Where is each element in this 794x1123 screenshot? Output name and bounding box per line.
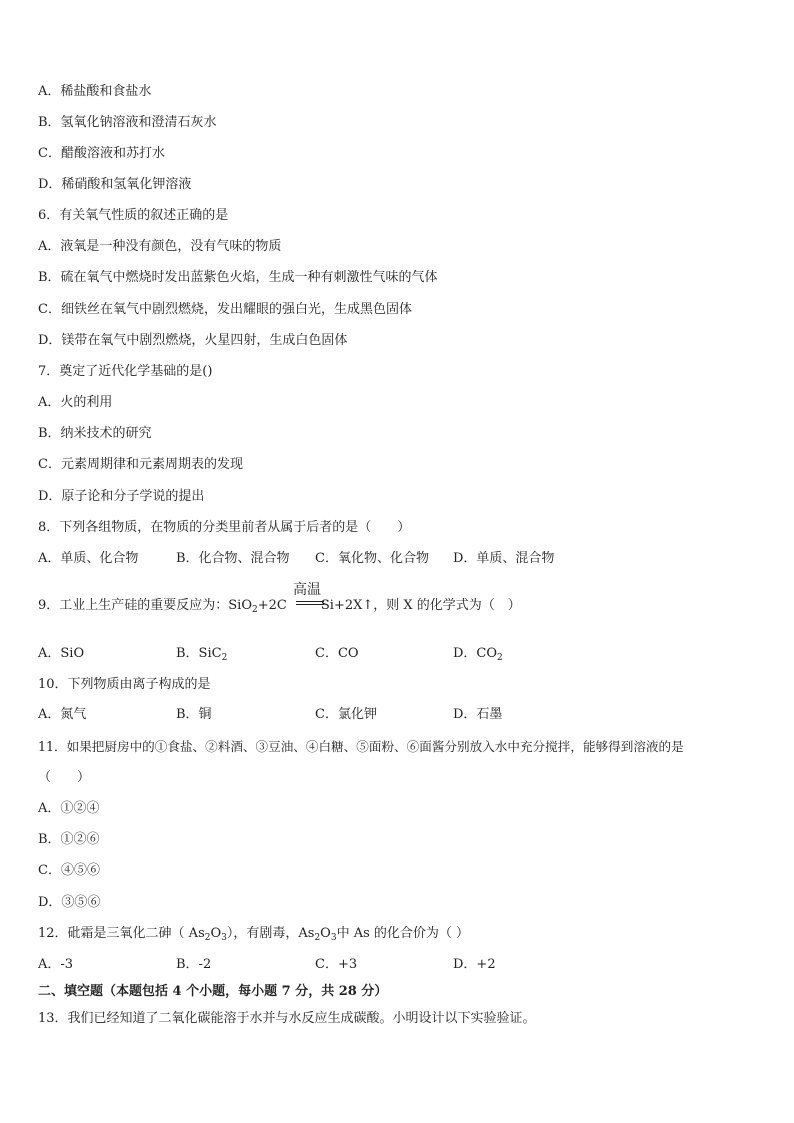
- q9-stem-prefix: 9．工业上生产硅的重要反应为：: [38, 598, 229, 613]
- q7-option-d: D．原子论和分子学说的提出: [38, 489, 205, 504]
- q9-option-d: [453, 645, 503, 667]
- q11-stem-continued: （ ）: [38, 770, 91, 785]
- q12-stem-part-b: ），有剧毒，As: [226, 926, 315, 941]
- q12-option-d: D．+2: [453, 957, 496, 972]
- q7-stem: 7．奠定了近代化学基础的是(): [38, 364, 213, 379]
- q6-option-b: B．硫在氧气中燃烧时发出蓝紫色火焰，生成一种有刺激性气味的气体: [38, 270, 438, 285]
- q12-sub-1: 2: [204, 933, 211, 943]
- q6-option-a: A．液氧是一种没有颜色，没有气味的物质: [38, 239, 282, 254]
- q12-option-a: A．-3: [38, 957, 74, 972]
- q10-option-a: A．氮气: [38, 707, 87, 722]
- q9-option-d-text: D．CO: [453, 646, 498, 661]
- q8-option-d: D．单质、混合物: [453, 551, 555, 566]
- q12-oxygen-2: O: [320, 926, 331, 941]
- q12-stem-part-a: 12．砒霜是三氧化二砷（ As: [38, 926, 205, 941]
- q12-sub-4: 3: [330, 933, 337, 943]
- q10-stem: 10．下列物质由离子构成的是: [38, 677, 211, 692]
- section-heading: 二、填空题（本题包括 4 个小题，每小题 7 分，共 28 分）: [38, 984, 388, 999]
- q9-option-b: [176, 645, 227, 667]
- q12-sub-2: 3: [221, 933, 227, 943]
- q8-option-a: A．单质、化合物: [38, 551, 139, 566]
- q12-sub-3: 2: [314, 933, 321, 943]
- q9-reactant-subscript: 2: [252, 605, 258, 615]
- q9-reactant: SiO: [228, 598, 253, 613]
- q9-reactant-rest: +2C: [257, 598, 287, 613]
- q6-stem: 6．有关氧气性质的叙述正确的是: [38, 208, 229, 223]
- q12-stem: [38, 925, 469, 947]
- q8-option-c: C．氧化物、化合物: [315, 551, 429, 566]
- q9-option-c-text: C．CO: [315, 646, 359, 661]
- q9-option-a: [38, 645, 84, 663]
- q5-option-c: C．醋酸溶液和苏打水: [38, 146, 165, 161]
- q11-option-b: B．①②⑥: [38, 832, 100, 847]
- q11-stem: 11．如果把厨房中的①食盐、②料酒、③豆油、④白糖、⑤面粉、⑥面酱分别放入水中充分搅拌，能够得到溶液的是: [38, 739, 684, 754]
- q6-option-c: C．细铁丝在氧气中剧烈燃烧，发出耀眼的强白光，生成黑色固体: [38, 302, 412, 317]
- q9-products: Si+2X↑: [320, 598, 374, 613]
- q10-option-b: B．铜: [176, 707, 212, 722]
- q9-option-b-subscript: 2: [221, 653, 228, 663]
- q5-option-b: B．氢氧化钠溶液和澄清石灰水: [38, 115, 217, 130]
- q9-stem: [38, 597, 521, 619]
- q11-option-d: D．③⑤⑥: [38, 895, 101, 910]
- q5-option-a: A．稀盐酸和食盐水: [38, 84, 152, 99]
- q5-option-d: D．稀硝酸和氢氧化钾溶液: [38, 177, 192, 192]
- q12-oxygen-1: O: [210, 926, 222, 941]
- q9-option-c: [315, 645, 359, 663]
- q10-option-d: D．石墨: [453, 707, 503, 722]
- q9-option-b-text: B．SiC: [176, 646, 222, 661]
- q8-option-b: B．化合物、混合物: [176, 551, 290, 566]
- q8-stem: 8．下列各组物质，在物质的分类里前者从属于后者的是（ ）: [38, 520, 411, 535]
- q9-option-d-subscript: 2: [497, 653, 503, 663]
- q7-option-a: A．火的利用: [38, 395, 113, 410]
- q10-option-c: C．氯化钾: [315, 707, 377, 722]
- q12-stem-part-c: 中 As 的化合价为（ ）: [336, 926, 470, 941]
- q9-option-a-text: A．SiO: [38, 646, 85, 661]
- q9-stem-suffix: ，则 X 的化学式为（ ）: [373, 598, 521, 613]
- q6-option-d: D．镁带在氧气中剧烈燃烧，火星四射，生成白色固体: [38, 333, 348, 348]
- reaction-condition: 高温: [293, 582, 321, 598]
- q7-option-c: C．元素周期律和元素周期表的发现: [38, 457, 243, 472]
- q12-option-c: C．+3: [315, 957, 358, 972]
- q13-stem: 13．我们已经知道了二氧化碳能溶于水并与水反应生成碳酸。小明设计以下实验验证。: [38, 1011, 536, 1026]
- q11-option-a: A．①②④: [38, 801, 100, 816]
- q12-option-b: B．-2: [176, 957, 212, 972]
- q11-option-c: C．④⑤⑥: [38, 863, 100, 878]
- q7-option-b: B．纳米技术的研究: [38, 426, 152, 441]
